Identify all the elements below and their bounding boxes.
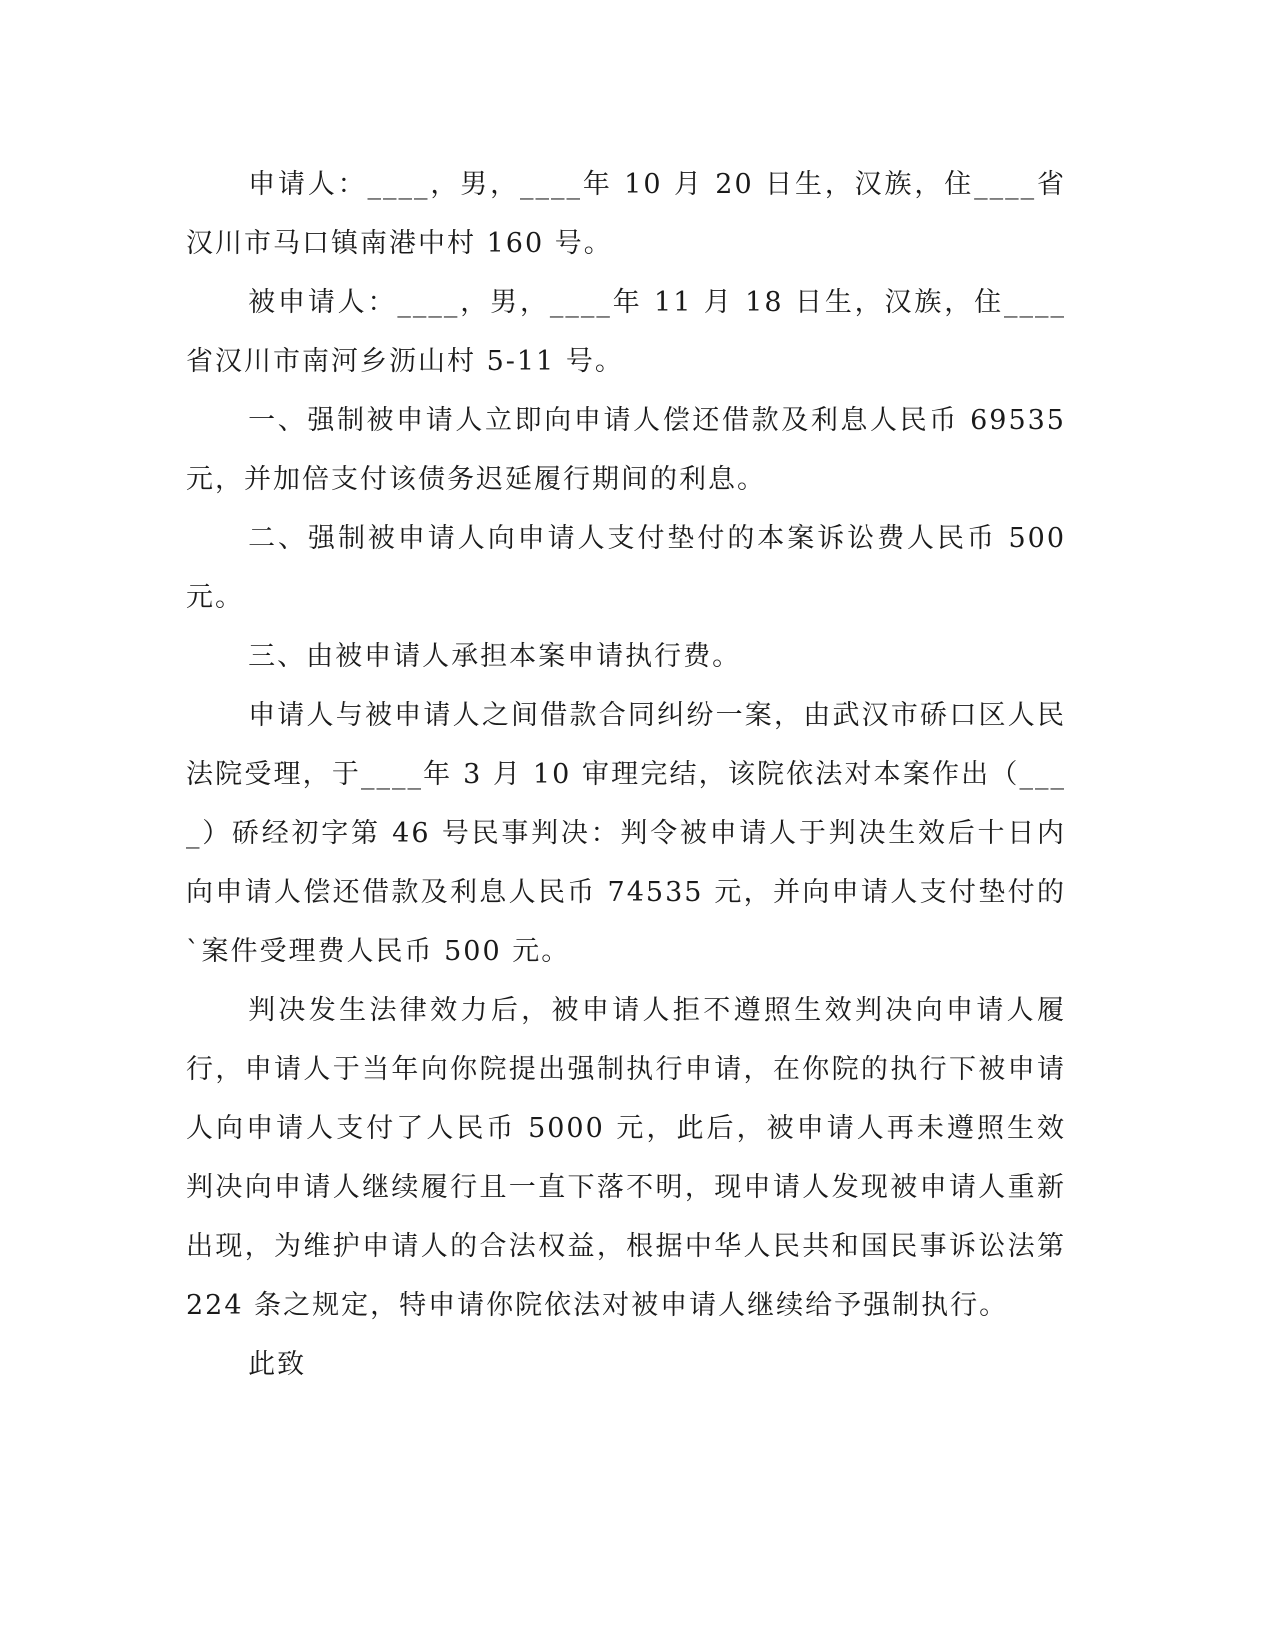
request-item-3: 三、由被申请人承担本案申请执行费。	[248, 641, 742, 672]
case-background-paragraph: 申请人与被申请人之间借款合同纠纷一案，由武汉市硚口区人民法院受理，于____年 3 月 10 审理完结，该院依法对本案作出（____）硚经初字第 46 号民事判决：判令被申请人于判决生效后十日内向申请人偿还借款及利息人民币 74535 元，并向申请人支付垫付的`案件受理费人民币 500 元。	[186, 700, 1066, 967]
execution-reason-paragraph: 判决发生法律效力后，被申请人拒不遵照生效判决向申请人履行，申请人于当年向你院提出强制执行申请，在你院的执行下被申请人向申请人支付了人民币 5000 元，此后，被申请人再未遵照生效判决向申请人继续履行且一直下落不明，现申请人发现被申请人重新出现，为维护申请人的合法权益，根据中华人民共和国民事诉讼法第 224 条之规定，特申请你院依法对被申请人继续给予强制执行。	[186, 995, 1066, 1321]
request-item-2: 二、强制被申请人向申请人支付垫付的本案诉讼费人民币 500 元。	[186, 523, 1066, 613]
respondent-paragraph: 被申请人：____，男，____年 11 月 18 日生，汉族，住____省汉川市南河乡沥山村 5-11 号。	[186, 287, 1066, 377]
closing-salutation: 此致	[248, 1349, 307, 1380]
document-body	[186, 155, 1066, 1394]
request-item-1: 一、强制被申请人立即向申请人偿还借款及利息人民币 69535 元，并加倍支付该债务迟延履行期间的利息。	[186, 405, 1066, 495]
applicant-paragraph: 申请人：____，男，____年 10 月 20 日生，汉族，住____省汉川市马口镇南港中村 160 号。	[186, 169, 1066, 259]
